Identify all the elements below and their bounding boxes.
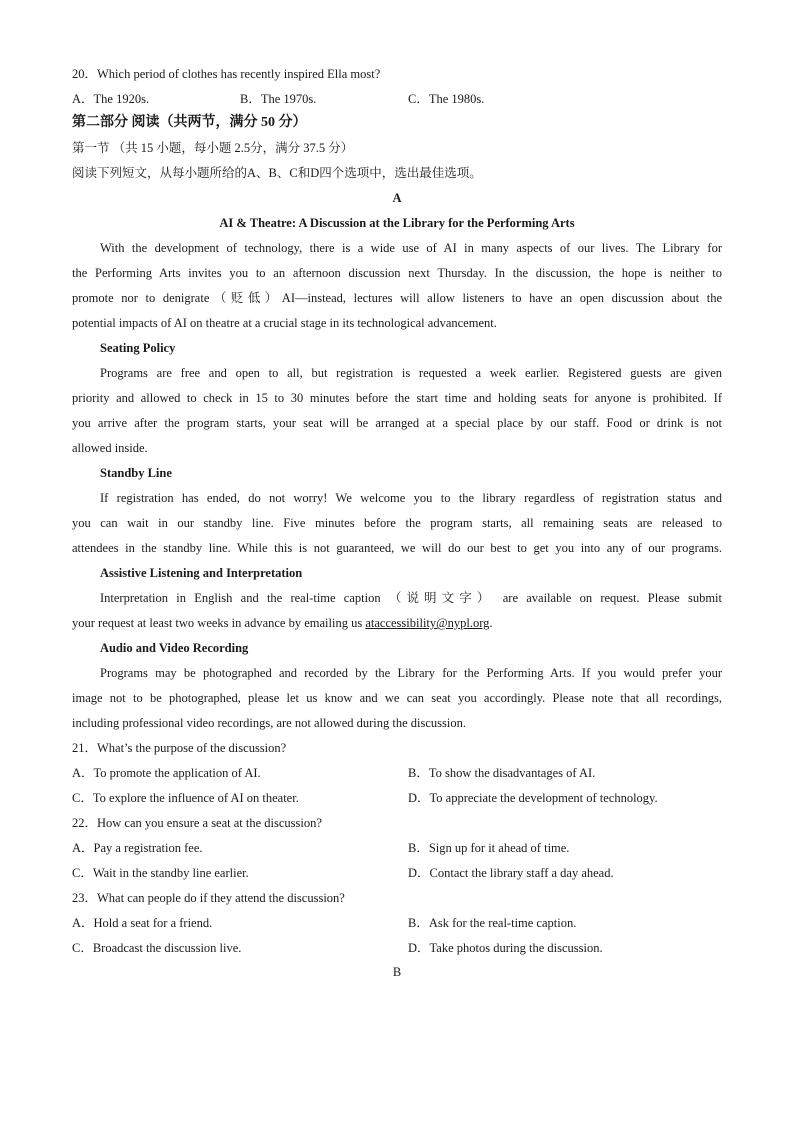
question-21-options: [72, 790, 722, 806]
paragraph-line: allowed inside.: [72, 441, 148, 455]
section-heading: Audio and Video Recording: [100, 641, 249, 655]
email-link[interactable]: ataccessibility@nypl.org: [365, 616, 490, 630]
question-23-options: [72, 940, 722, 956]
instructions: 阅读下列短文，从每小题所给的A、B、C和D四个选项中，选出最佳选项。: [72, 166, 482, 180]
paragraph-line: image not to be photographed, please let us know and we can seat you accordingly. Please note that all recordings,: [72, 691, 722, 705]
option-b: B．The 1970s.: [240, 92, 317, 106]
passage-title: AI & Theatre: A Discussion at the Library for the Performing Arts: [219, 216, 575, 230]
option-a: A．The 1920s.: [72, 92, 150, 106]
option-b: B．Ask for the real-time caption.: [408, 916, 577, 930]
section-heading: Seating Policy: [100, 341, 176, 355]
question-20-options: [72, 91, 722, 107]
option-a: A．To promote the application of AI.: [72, 766, 261, 780]
paragraph-line: including professional video recordings, are not allowed during the discussion.: [72, 716, 467, 730]
passage-letter: A: [392, 191, 402, 205]
question-20: 20．Which period of clothes has recently inspired Ella most?: [72, 67, 381, 81]
paragraph-line: Programs are free and open to all, but registration is requested a week earlier. Registered guests are given: [100, 366, 722, 380]
paragraph-line: you arrive after the program starts, your seat will be arranged at a special place by our staff. Food or drink is not: [72, 416, 722, 430]
paragraph-line: priority and allowed to check in 15 to 30 minutes before the start time and holding seats for anyone is prohibited. If: [72, 391, 722, 405]
paragraph-line: Interpretation in English and the real-time caption （说明文字） are available on request. Please submit: [100, 591, 722, 605]
section-heading: Assistive Listening and Interpretation: [100, 566, 303, 580]
paragraph-line: [72, 615, 722, 631]
question-23: 23．What can people do if they attend the discussion?: [72, 891, 345, 905]
option-c: C．Wait in the standby line earlier.: [72, 866, 249, 880]
paragraph-line: attendees in the standby line. While this is not guaranteed, we will do our best to get you into any of our programs.: [72, 541, 722, 555]
passage-letter: B: [392, 965, 402, 979]
section-heading: Standby Line: [100, 466, 172, 480]
question-22-options: [72, 840, 722, 856]
question-22: 22．How can you ensure a seat at the discussion?: [72, 816, 322, 830]
option-c: C．To explore the influence of AI on theater.: [72, 791, 299, 805]
paragraph-line: With the development of technology, there is a wide use of AI in many aspects of our lives. The Library for: [100, 241, 722, 255]
paragraph-line: If registration has ended, do not worry! We welcome you to the library regardless of registration status and: [100, 491, 722, 505]
option-a: A．Hold a seat for a friend.: [72, 916, 213, 930]
option-a: A．Pay a registration fee.: [72, 841, 203, 855]
question-23-options: [72, 915, 722, 931]
option-b: B．Sign up for it ahead of time.: [408, 841, 570, 855]
option-d: D．To appreciate the development of technology.: [408, 791, 658, 805]
paragraph-line: promote nor to denigrate（贬低）AI—instead, lectures will allow listeners to have an open discussion about the: [72, 291, 722, 305]
paragraph-line: the Performing Arts invites you to an afternoon discussion next Thursday. In the discussion, the hope is neither to: [72, 266, 722, 280]
section-title: 第一节 （共 15 小题，每小题 2.5分，满分 37.5 分）: [72, 141, 354, 155]
question-22-options: [72, 865, 722, 881]
option-d: D．Contact the library staff a day ahead.: [408, 866, 614, 880]
option-c: C．Broadcast the discussion live.: [72, 941, 242, 955]
paragraph-text: .: [489, 616, 493, 630]
option-b: B．To show the disadvantages of AI.: [408, 766, 596, 780]
option-d: D．Take photos during the discussion.: [408, 941, 603, 955]
paragraph-line: you can wait in our standby line. Five minutes before the program starts, all remaining seats are released to: [72, 516, 722, 530]
question-21: 21．What’s the purpose of the discussion?: [72, 741, 287, 755]
paragraph-line: Programs may be photographed and recorded by the Library for the Performing Arts. If you would prefer your: [100, 666, 722, 680]
paragraph-text: your request at least two weeks in advance by emailing us: [72, 616, 366, 630]
question-21-options: [72, 765, 722, 781]
option-c: C．The 1980s.: [408, 92, 485, 106]
part-title: 第二部分 阅读（共两节，满分 50 分）: [72, 115, 307, 130]
paragraph-line: potential impacts of AI on theatre at a crucial stage in its technological advancement.: [72, 316, 497, 330]
